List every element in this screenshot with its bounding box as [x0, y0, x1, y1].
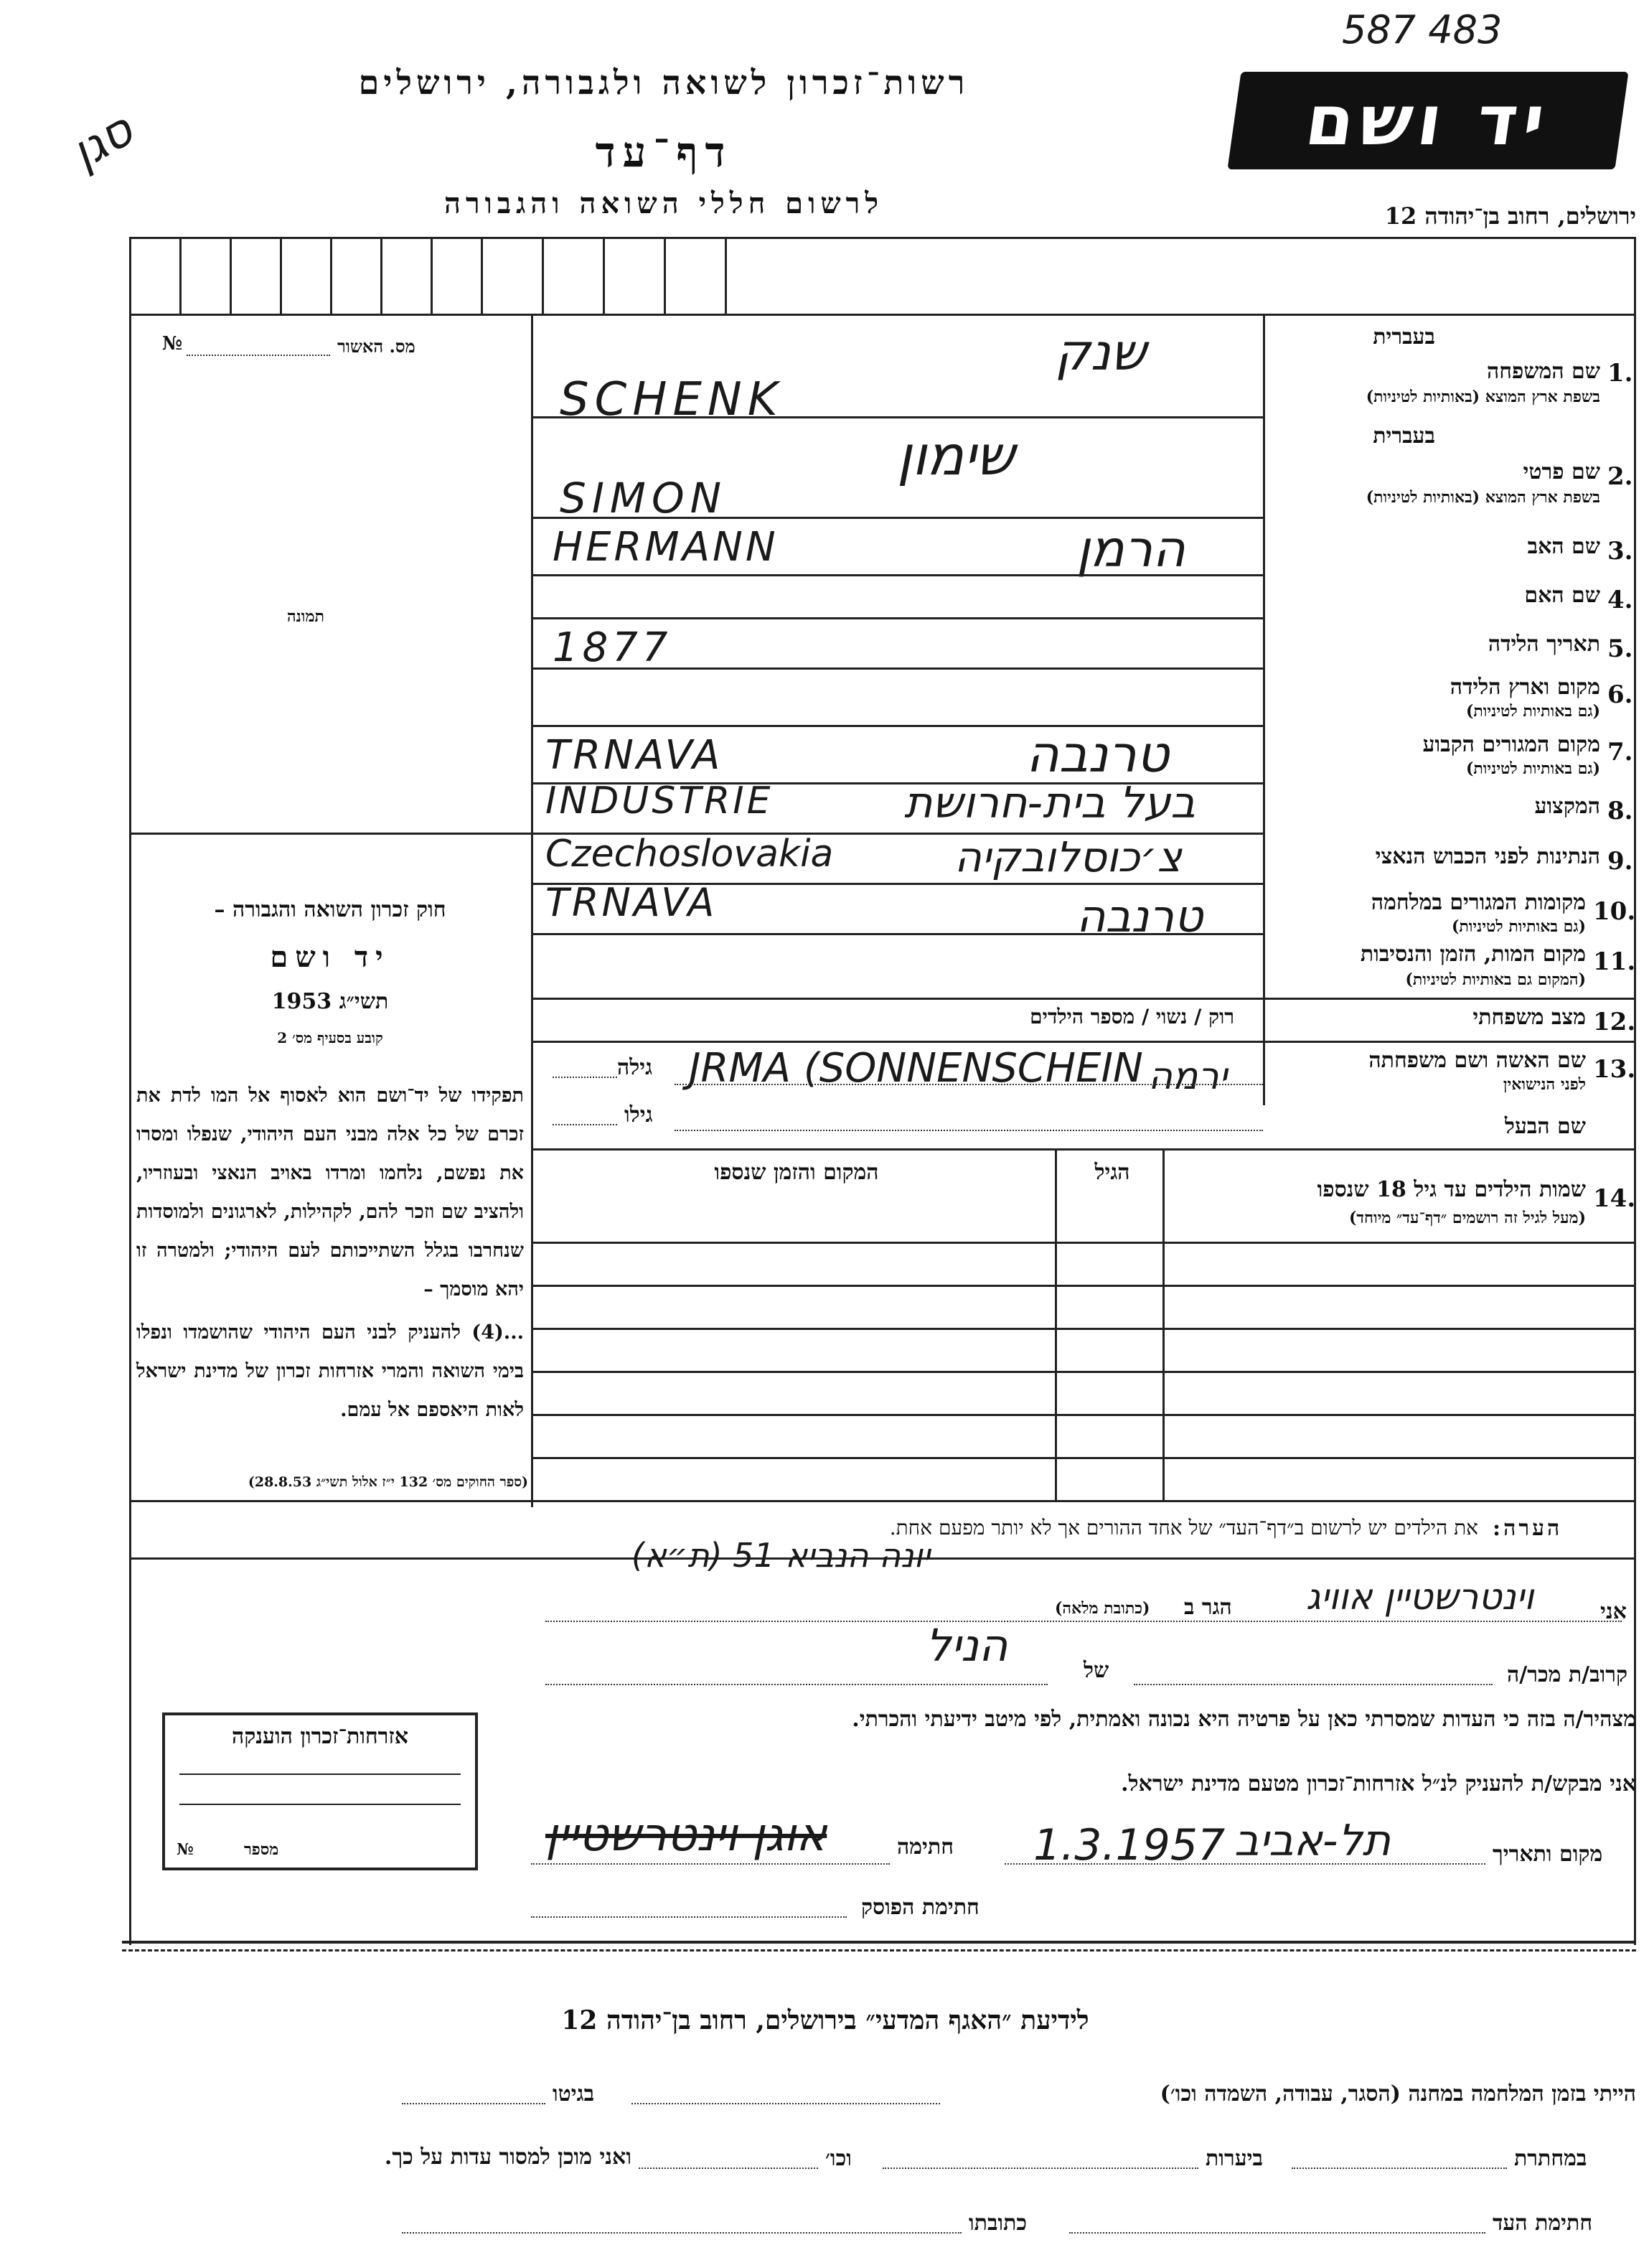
of-label: של	[1084, 1658, 1109, 1683]
cert-number-symbol: №	[162, 333, 183, 355]
field-2-latin-value: SIMON	[560, 474, 728, 523]
label-column-divider	[1263, 316, 1265, 1105]
logo-text: יד ושם	[1300, 80, 1556, 161]
hebrew-label-2: בעברית	[1373, 423, 1435, 449]
stamp-box-number-symbol: №	[177, 1840, 194, 1859]
field-14-number: 14.	[1593, 1184, 1636, 1213]
field-12-label: מצב משפחתי	[1472, 1005, 1586, 1030]
field-3-label: שם האב	[1527, 534, 1600, 559]
address-hint: (כתובת מלאה)	[1055, 1599, 1150, 1618]
field-6-label: מקום וארץ הלידה	[1450, 675, 1600, 700]
note-text: את הילדים יש לרשום ב״דף־העד״ של אחד ההורים אך לא יותר מפעם אחת.	[889, 1516, 1478, 1540]
field-3-number: 3.	[1607, 537, 1633, 566]
field-4-number: 4.	[1607, 586, 1633, 614]
field-11-sub: (המקום גם באותיות לטיניות)	[1405, 970, 1586, 989]
field-11-number: 11.	[1593, 947, 1636, 976]
footer-line3-prefix: חתימת העד	[1493, 2211, 1593, 2236]
address-value: יונה הנביא 51 (ת״א)	[631, 1536, 931, 1575]
field-10-hebrew-value: טרנבה	[1076, 890, 1203, 942]
field-7-label: מקום המגורים הקבוע	[1422, 732, 1600, 757]
place-date-label: מקום ותאריך	[1493, 1842, 1603, 1867]
resident-label: הגר ב	[1184, 1595, 1232, 1620]
field-14-age-column: הגיל	[1094, 1160, 1130, 1185]
note-label: הערה:	[1493, 1516, 1563, 1541]
field-9-latin-value: Czechoslovakia	[545, 833, 834, 876]
place-value: תל-אביב	[1234, 1816, 1391, 1866]
footer-line2-mid: ביערות	[1206, 2146, 1264, 2171]
field-13-label: שם האשה ושם משפחתה	[1368, 1048, 1586, 1073]
relation-label: קרוב/ת מכר/ה	[1507, 1662, 1628, 1687]
footer-line2-prefix: במחתרת	[1514, 2146, 1587, 2171]
declaration-statement: מצהיר/ה בזה כי העדות שמסרתי כאן על פרטיה היא נכונה ואמתית, לפי מיטב ידיעתי והכרתי.	[852, 1707, 1636, 1732]
declaration-i-label: אני	[1600, 1599, 1627, 1624]
field-13-value: JRMA (SONNENSCHEIN	[689, 1045, 1143, 1092]
law-title: חוק זכרון השואה והגבורה –	[214, 897, 446, 922]
field-4-label: שם האם	[1524, 583, 1600, 608]
field-13-age-label: גילה	[617, 1055, 653, 1080]
field-8-latin-value: INDUSTRIE	[545, 779, 774, 823]
law-year: תשי״ג 1953	[271, 989, 389, 1014]
field-7-hebrew-value: טרנבה	[1026, 725, 1170, 784]
field-13-number: 13.	[1593, 1055, 1636, 1084]
field-9-hebrew-value: צ׳כוסלובקיה	[954, 833, 1182, 881]
address: ירושלים, רחוב בן־יהודה 12	[1384, 202, 1636, 230]
field-7-sub: (גם באותיות לטיניות)	[1465, 759, 1600, 778]
field-9-number: 9.	[1607, 847, 1633, 876]
hebrew-label-1: בעברית	[1373, 324, 1435, 350]
field-5-number: 5.	[1607, 634, 1633, 663]
field-14-label: שמות הילדים עד גיל 18 שנספו	[1317, 1177, 1586, 1202]
relation-value: הניל	[926, 1619, 1008, 1672]
declaration-request: אני מבקש/ת להעניק לנ״ל אזרחות־זכרון מטעם מדינת ישראל.	[1121, 1771, 1636, 1796]
signature-value: אוגן וינטרשטיין	[545, 1809, 827, 1862]
field-10-sub: (גם באותיות לטיניות)	[1451, 917, 1586, 936]
field-13-hebrew-value: ירמה	[1148, 1055, 1228, 1098]
form-subtitle: לרשום חללי השואה והגבורה	[443, 187, 884, 220]
field-3-latin-value: HERMANN	[553, 524, 779, 571]
field-14-sub: (מעל לגיל זה רושמים ״דף־עד״ מיוחד)	[1348, 1209, 1586, 1227]
photo-label: תמונה	[287, 607, 324, 626]
field-2-hebrew-value: שימון	[897, 423, 1015, 487]
footer-title: לידיעת ״האגף המדעי״ בירושלים, רחוב בן־יהודה 12	[561, 2005, 1089, 2035]
declaration-name: וינטרשטיין אוויג	[1306, 1576, 1534, 1618]
footer-line2-suffix: ואני מוכן למסור עדות על כך.	[384, 2145, 631, 2170]
field-8-label: המקצוע	[1534, 794, 1600, 819]
signature-label: חתימה	[897, 1834, 954, 1860]
husband-age-label: גילו	[624, 1102, 653, 1128]
field-8-hebrew-value: בעל בית-חרושת	[904, 778, 1195, 828]
citizenship-stamp-box	[162, 1712, 478, 1870]
margin-note: סגן	[62, 103, 143, 180]
law-text-1: תפקידו של יד־ושם הוא לאסוף אל המו לדת את זכרם של כל אלה מבני העם היהודי, שנפלו ומסרו את נפשם, נלחמו ומרדו באויב הנאצי ובעוזריו, ולהציב שם וזכר להם, לקהילות, לארגונים ולמוסדות שנחרבו בגלל השתייכותם לעם היהודי; ולמטרה זו יהא מוסמך –	[136, 1084, 524, 1301]
law-clause: קובע בסעיף מס׳ 2	[277, 1029, 383, 1046]
field-3-hebrew-value: הרמן	[1076, 520, 1185, 578]
footer-line3-suffix: כתובתו	[969, 2211, 1028, 2236]
org-line: רשות־זכרון לשואה ולגבורה, ירושלים	[358, 63, 969, 102]
field-10-label: מקומות המגורים במלחמה	[1371, 890, 1586, 915]
field-2-sub: בשפת ארץ המוצא (באותיות לטיניות)	[1366, 488, 1600, 507]
law-name: יד ושם	[270, 940, 390, 974]
top-grid	[129, 237, 1636, 316]
field-12-options: רוק / נשוי / מספר הילדים	[1030, 1005, 1234, 1028]
form-title: דף־עד	[595, 128, 733, 177]
field-2-number: 2.	[1607, 462, 1633, 491]
field-1-label: שם המשפחה	[1486, 359, 1600, 384]
husband-label: שם הבעל	[1504, 1114, 1586, 1139]
field-1-number: 1.	[1607, 359, 1633, 388]
field-1-hebrew-value: שנק	[1055, 323, 1147, 382]
law-citation: (ספר החוקים מס׳ 132 י״ז אלול תשי״ג 28.8.53)	[248, 1474, 528, 1490]
field-6-sub: (גם באותיות לטיניות)	[1465, 702, 1600, 721]
field-5-value: 1877	[553, 624, 672, 671]
footer-line1: הייתי בזמן המלחמה במחנה (הסגר, עבודה, השמדה וכו׳)	[1160, 2081, 1636, 2107]
field-7-latin-value: TRNAVA	[545, 732, 723, 779]
field-5-label: תאריך הלידה	[1488, 632, 1600, 657]
field-9-label: הנתינות לפני הכבוש הנאצי	[1375, 844, 1600, 869]
footer-line2-etc: וכו׳	[825, 2146, 852, 2171]
stamp-box-title: אזרחות־זכרון הוענקה	[231, 1724, 409, 1749]
cert-number-label: מס. האשור	[337, 336, 415, 357]
field-2-label: שם פרטי	[1523, 459, 1600, 484]
footer-line1-suffix: בגיטו	[553, 2081, 595, 2107]
field-10-latin-value: TRNAVA	[545, 880, 718, 925]
field-13-sub: לפני הנישואין	[1503, 1075, 1586, 1094]
field-12-number: 12.	[1593, 1008, 1636, 1036]
date-value: 1.3.1957	[1033, 1820, 1226, 1870]
field-6-number: 6.	[1607, 680, 1633, 709]
field-10-number: 10.	[1593, 897, 1636, 926]
stamp-box-number-label: מספר	[244, 1840, 279, 1859]
field-1-latin-value: SCHENK	[560, 373, 784, 426]
yad-vashem-logo	[1227, 72, 1628, 169]
field-8-number: 8.	[1607, 797, 1633, 825]
law-text-2: ...(4) להעניק לבני העם היהודי שהושמדו ונפלו בימי השואה והמרי אזרחות זכרון של מדינת ישראל לאות היאספם אל עמם.	[136, 1321, 524, 1421]
field-1-sub: בשפת ארץ המוצא (באותיות לטיניות)	[1366, 388, 1600, 406]
top-archive-number: 587 483	[1342, 7, 1503, 52]
footer-dashed-rule	[122, 1949, 1636, 1951]
field-7-number: 7.	[1607, 738, 1633, 767]
field-14-place-column: המקום והזמן שנספו	[714, 1160, 879, 1185]
field-11-label: מקום המות, הזמן והנסיבות	[1360, 942, 1586, 967]
officer-signature-label: חתימת הפוסק	[861, 1895, 979, 1920]
